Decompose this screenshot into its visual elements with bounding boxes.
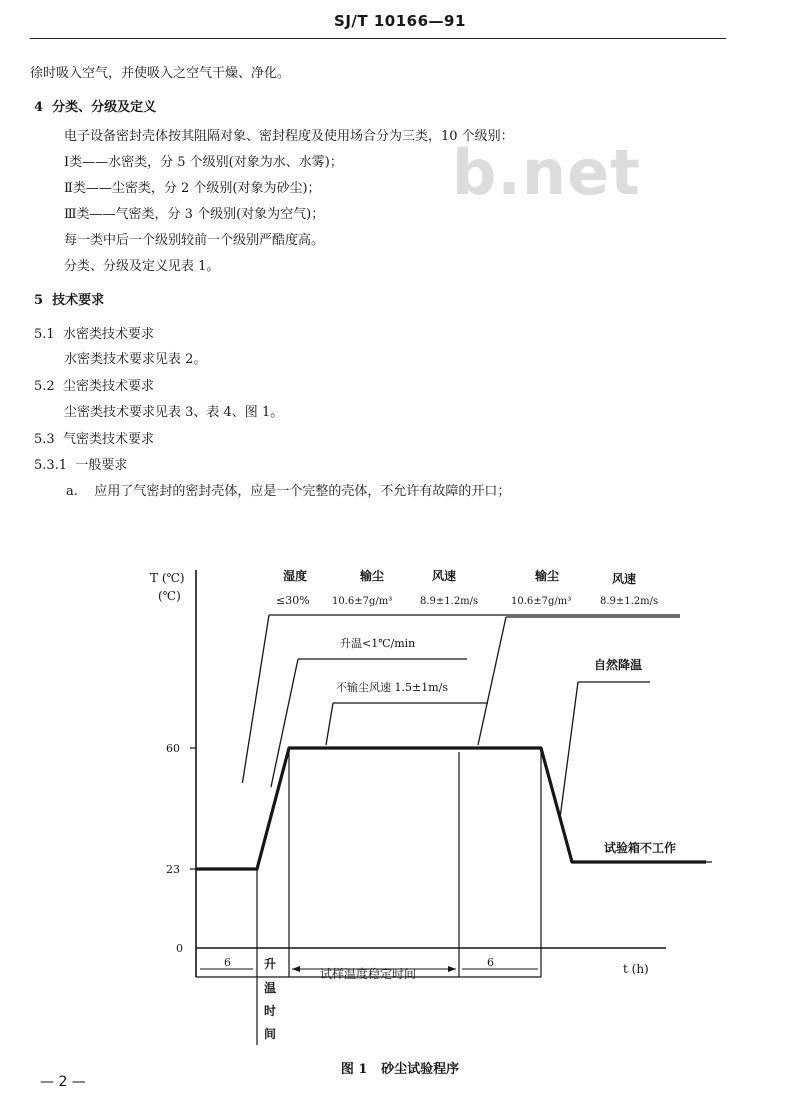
class-1-line: Ⅰ类——水密类，分 5 个级别(对象为水、水雾)； [64,155,343,170]
section-number: 4 [34,100,44,115]
leader-humidity-diag [242,615,269,783]
label-dust-feed-1: 输尘 [360,569,385,583]
section-title: 气密类技术要求 [62,432,154,447]
caption-title: 砂尘试验程序 [381,1062,460,1077]
condition-humidity: ≤30% [276,594,310,607]
section-title: 水密类技术要求 [62,327,154,342]
arrowhead [448,966,456,972]
section-5-1-text: 水密类技术要求见表 2。 [64,352,207,367]
duration-heat-4: 间 [264,1027,277,1041]
duration-heat-1: 升 [264,957,277,971]
label-wind-2: 风速 [612,572,637,586]
duration-1: 6 [224,956,231,969]
arrowhead [292,966,300,972]
section-number: 5 [34,293,44,308]
y-axis-unit-1: T (℃) [150,571,185,585]
section-title: 一般要求 [75,458,128,473]
label-natural-cooling: 自然降温 [594,658,643,672]
condition-wind-2: 8.9±1.2m/s [600,596,659,607]
duration-heat-2: 温 [264,981,277,995]
y-tick-label-0: 0 [176,942,183,955]
y-tick-label-23: 23 [166,863,180,876]
caption-label: 图 1 [340,1062,368,1077]
figure-caption [0,1058,800,1077]
section-number: 5.2 [34,379,55,394]
y-tick-label-60: 60 [166,742,180,755]
class-3-line: Ⅲ类——气密类，分 3 个级别(对象为空气)； [64,207,325,222]
section-number: 5.3.1 [34,458,68,473]
section-number: 5.3 [34,432,55,447]
item-text: 应用了气密封的密封壳体，应是一个完整的壳体，不允许有故障的开口； [94,484,511,499]
label-humidity: 湿度 [283,569,308,583]
label-no-dust: 不输尘风速 1.5±1m/s [336,681,448,694]
standard-number: SJ/T 10166—91 [334,12,466,30]
condition-dust-2: 10.6±7g/m³ [511,596,572,607]
section-title: 技术要求 [52,293,105,308]
item-label: a. [66,484,78,499]
x-axis-unit: t (h) [623,962,649,976]
label-chamber-idle: 试验箱不工作 [604,841,677,855]
section-title: 分类、分级及定义 [52,100,157,115]
section-title: 尘密类技术要求 [62,379,154,394]
duration-heat-3: 时 [264,1004,277,1018]
duration-3: 6 [487,956,494,969]
continued-line: 徐时吸入空气，并使吸入之空气干燥、净化。 [30,66,291,81]
watermark: b.net [452,136,641,209]
leader-cool-diag [560,682,578,818]
leader-dust-diag [478,617,506,745]
label-ramp-rate: 升温<1℃/min [340,637,416,650]
y-axis-unit-2: (℃) [158,589,181,603]
class-2-line: Ⅱ类——尘密类，分 2 个级别(对象为砂尘)； [64,181,321,196]
section-5-2-text: 尘密类技术要求见表 3、表 4、图 1。 [64,405,284,420]
classification-reference: 分类、分级及定义见表 1。 [64,259,220,274]
label-dust-feed-2: 输尘 [535,569,560,583]
leader-nodust-diag [326,703,333,745]
label-wind-1: 风速 [432,569,457,583]
section-number: 5.1 [34,327,55,342]
page-number: — 2 — [40,1074,86,1090]
duration-stable: 试样温度稳定时间 [320,967,417,981]
condition-dust-1: 10.6±7g/m³ [332,596,393,607]
severity-note: 每一类中后一个级别较前一个级别严酷度高。 [64,233,325,248]
paragraph-classification-intro: 电子设备密封壳体按其阻隔对象、密封程度及使用场合分为三类，10 个级别： [64,129,514,144]
condition-wind-1: 8.9±1.2m/s [420,596,479,607]
